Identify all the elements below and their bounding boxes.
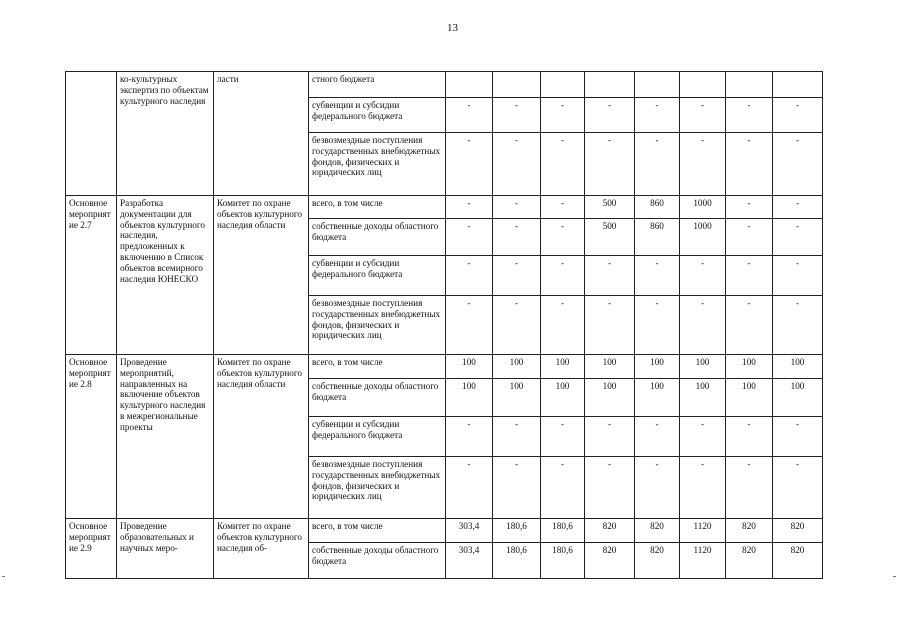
table-row [66, 196, 823, 219]
funding-source-cell: стного бюджета [309, 72, 446, 98]
value-cell: - [493, 457, 541, 519]
value-cell: - [446, 133, 493, 196]
funding-source-cell: всего, в том числе [309, 196, 446, 219]
value-cell: 820 [635, 543, 680, 579]
value-cell: - [585, 98, 635, 133]
value-cell: - [726, 296, 773, 355]
value-cell: 100 [446, 379, 493, 417]
value-cell: - [541, 417, 585, 457]
value-cell: - [773, 256, 823, 296]
value-cell [726, 72, 773, 98]
value-cell: 100 [635, 355, 680, 379]
value-cell: - [773, 98, 823, 133]
funding-source-cell: собственные доходы областного бюджета [309, 543, 446, 579]
value-cell: 180,6 [541, 519, 585, 543]
value-cell: - [541, 219, 585, 256]
value-cell: - [726, 98, 773, 133]
row-name-cell: Разработка документации для объектов культурного наследия, предложенных к включению в Список объектов всемирного наследия ЮНЕСКО [117, 196, 214, 355]
value-cell: - [446, 98, 493, 133]
table-row [66, 355, 823, 379]
row-executor-cell: Комитет по охране объектов культурного наследия области [214, 355, 309, 519]
value-cell: 100 [773, 379, 823, 417]
value-cell: - [493, 98, 541, 133]
funding-source-cell: субвенции и субсидии федерального бюджета [309, 98, 446, 133]
funding-source-cell: собственные доходы областного бюджета [309, 379, 446, 417]
value-cell: - [726, 256, 773, 296]
row-name-cell: ко-культурных экспертиз по объектам культурного наследия [117, 72, 214, 196]
value-cell: - [773, 296, 823, 355]
value-cell: - [493, 256, 541, 296]
value-cell: 100 [726, 355, 773, 379]
value-cell: - [773, 133, 823, 196]
value-cell: - [541, 133, 585, 196]
value-cell: - [585, 256, 635, 296]
value-cell: - [680, 133, 726, 196]
value-cell: - [585, 417, 635, 457]
value-cell: - [773, 457, 823, 519]
value-cell: - [635, 256, 680, 296]
row-code-cell: Основное мероприятие 2.9 [66, 519, 117, 579]
funding-source-cell: безвозмездные поступления государственных внебюджетных фондов, физических и юридических лиц [309, 457, 446, 519]
value-cell: 820 [585, 543, 635, 579]
value-cell: - [726, 196, 773, 219]
value-cell: 860 [635, 219, 680, 256]
value-cell [773, 72, 823, 98]
value-cell: - [585, 296, 635, 355]
value-cell: 303,4 [446, 543, 493, 579]
funding-source-cell: всего, в том числе [309, 519, 446, 543]
value-cell: - [680, 296, 726, 355]
row-name-cell: Проведение мероприятий, направленных на включение объектов культурного наследия в межрегиональные проекты [117, 355, 214, 519]
value-cell: 100 [541, 379, 585, 417]
margin-mark [893, 576, 896, 577]
value-cell: - [493, 196, 541, 219]
value-cell: - [493, 417, 541, 457]
value-cell: 820 [726, 519, 773, 543]
value-cell: - [680, 417, 726, 457]
value-cell: - [726, 457, 773, 519]
budget-table [65, 71, 823, 579]
value-cell: - [541, 196, 585, 219]
value-cell: - [493, 296, 541, 355]
value-cell: 1120 [680, 543, 726, 579]
funding-source-cell: безвозмездные поступления государственных внебюджетных фондов, физических и юридических лиц [309, 296, 446, 355]
value-cell: 100 [585, 355, 635, 379]
value-cell: 820 [773, 519, 823, 543]
value-cell: - [585, 457, 635, 519]
row-name-cell: Проведение образовательных и научных меро- [117, 519, 214, 579]
value-cell: 820 [773, 543, 823, 579]
value-cell: 100 [493, 355, 541, 379]
value-cell: - [446, 256, 493, 296]
value-cell: 500 [585, 196, 635, 219]
value-cell: - [726, 133, 773, 196]
table-row [66, 519, 823, 543]
value-cell: - [541, 457, 585, 519]
value-cell [493, 72, 541, 98]
value-cell: - [726, 417, 773, 457]
value-cell: 303,4 [446, 519, 493, 543]
margin-mark [2, 576, 5, 577]
value-cell [541, 72, 585, 98]
value-cell: 180,6 [493, 519, 541, 543]
value-cell: 820 [726, 543, 773, 579]
value-cell: - [635, 457, 680, 519]
value-cell: 100 [493, 379, 541, 417]
value-cell: - [773, 196, 823, 219]
value-cell: 180,6 [493, 543, 541, 579]
value-cell: - [680, 98, 726, 133]
value-cell: 500 [585, 219, 635, 256]
value-cell: - [635, 417, 680, 457]
row-executor-cell: Комитет по охране объектов культурного наследия области [214, 196, 309, 355]
value-cell: 100 [541, 355, 585, 379]
value-cell: - [446, 219, 493, 256]
value-cell: - [680, 256, 726, 296]
value-cell: - [773, 417, 823, 457]
value-cell: 1120 [680, 519, 726, 543]
value-cell: 100 [446, 355, 493, 379]
value-cell: - [446, 457, 493, 519]
value-cell: - [726, 219, 773, 256]
row-code-cell: Основное мероприятие 2.7 [66, 196, 117, 355]
funding-source-cell: собственные доходы областного бюджета [309, 219, 446, 256]
value-cell [446, 72, 493, 98]
value-cell: 1000 [680, 219, 726, 256]
value-cell: 100 [680, 355, 726, 379]
table-row [66, 72, 823, 98]
value-cell: 100 [726, 379, 773, 417]
value-cell: - [541, 256, 585, 296]
value-cell [680, 72, 726, 98]
value-cell: - [585, 133, 635, 196]
value-cell: 100 [773, 355, 823, 379]
value-cell: - [446, 296, 493, 355]
value-cell: 860 [635, 196, 680, 219]
value-cell: - [446, 196, 493, 219]
value-cell: - [635, 133, 680, 196]
value-cell: - [680, 457, 726, 519]
funding-source-cell: всего, в том числе [309, 355, 446, 379]
value-cell: 820 [585, 519, 635, 543]
value-cell: 100 [635, 379, 680, 417]
value-cell: - [446, 417, 493, 457]
funding-source-cell: субвенции и субсидии федерального бюджета [309, 256, 446, 296]
value-cell: - [635, 98, 680, 133]
value-cell: 1000 [680, 196, 726, 219]
funding-source-cell: безвозмездные поступления государственных внебюджетных фондов, физических и юридических лиц [309, 133, 446, 196]
value-cell: - [493, 133, 541, 196]
value-cell: 100 [585, 379, 635, 417]
value-cell: - [773, 219, 823, 256]
value-cell [585, 72, 635, 98]
value-cell: - [493, 219, 541, 256]
row-executor-cell: Комитет по охране объектов культурного наследия об- [214, 519, 309, 579]
value-cell: - [635, 296, 680, 355]
funding-source-cell: субвенции и субсидии федерального бюджета [309, 417, 446, 457]
value-cell: 180,6 [541, 543, 585, 579]
value-cell: - [541, 98, 585, 133]
row-executor-cell: ласти [214, 72, 309, 196]
value-cell [635, 72, 680, 98]
value-cell: 100 [680, 379, 726, 417]
page-number: 13 [447, 22, 458, 34]
row-code-cell: Основное мероприятие 2.8 [66, 355, 117, 519]
value-cell: - [541, 296, 585, 355]
value-cell: 820 [635, 519, 680, 543]
row-code-cell [66, 72, 117, 196]
